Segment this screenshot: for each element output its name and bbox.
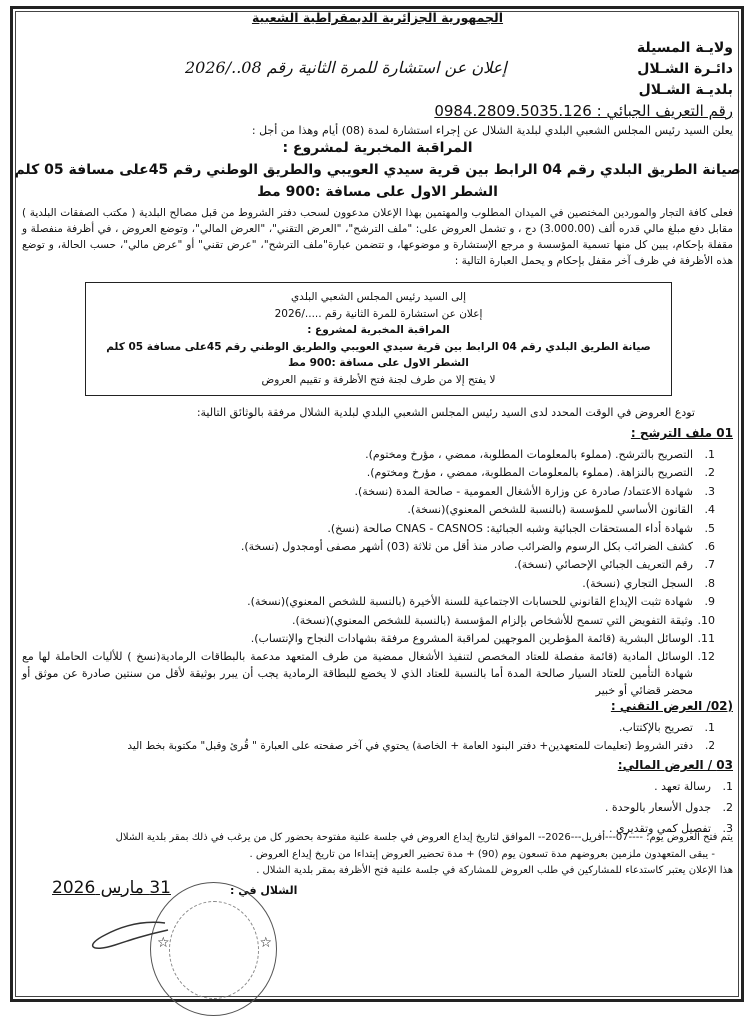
invitation-paragraph: فعلى كافة التجار والموردين المختصين في الميدان المطلوب والمهتمين بهذا الإعلان مدعوون لسحب دفتر الشروط من قبل مصالح البلدية ( مكتب الصفقات البلدية ) مقابل دفع مبلغ مالي قدره ألف (3.000.00) دج ، و تشمل العروض على: "ملف الترشح"، "العرض التقني"، "العرض المالي"، وتوضع العروض ، في أظرفة منفصلة و مقفلة بإحكام، يبين كل منها تسمية المؤسسة و مرجع الإستشارة و موضوعها، و تتضمن عبارة"ملف الترشح"، "عرض تقني" أو "عرض مالي"، حسب الحالة، و توضع هذه الأظرفة في ظرف آخر مقفل بإحكام و يحمل العبارة التالية : <box>22 207 733 267</box>
tax-id: رقم التعريف الجبائي : 0984.2809.5035.126 <box>434 102 733 120</box>
list-item <box>22 538 715 556</box>
validity-text: - يبقى المتعهدون ملزمين بعروضهم مدة تسعون يوم (90) + مدة تحضير العروض إبتداءا من تاريخ إيداع العروض . <box>249 849 715 860</box>
item-number: 2. <box>722 801 733 814</box>
list-item <box>22 501 715 519</box>
item-text: رسالة تعهد . <box>654 780 711 793</box>
opening-date-text: يتم فتح العروض يوم: ----07---أفريل---2026-- الموافق لتاريخ إيداع العروض في جلسة علنية مفتوحة بحضور كل من يرغب في ذلك بمقر بلدية الشلال <box>115 832 733 843</box>
item-number: 1. <box>704 721 715 734</box>
item-number: 9. <box>704 595 715 609</box>
list-item <box>22 719 715 737</box>
item-number: 2. <box>704 466 715 480</box>
item-number: 2. <box>704 740 715 753</box>
item-text: التصريح بالترشح. (مملوء بالمعلومات المطلوبة، ممضي ، مؤرخ ومختوم). <box>365 448 693 461</box>
item-text: جدول الأسعار بالوحدة . <box>604 801 711 814</box>
item-number: 8. <box>704 576 715 590</box>
republic-header: الجمهورية الجزائرية الديمقراطية الشعبية <box>251 10 504 25</box>
item-number: 11. <box>697 631 715 645</box>
handwritten-signature <box>70 905 170 955</box>
item-number: 10. <box>697 613 715 627</box>
technical-offer-section <box>22 697 733 756</box>
item-text: السجل التجاري (نسخة). <box>582 576 693 590</box>
item-text: شهادة الاعتماد/ صادرة عن وزارة الأشغال العمومية - صالحة المدة (نسخة). <box>354 484 693 498</box>
list-item <box>22 593 715 611</box>
envelope-ref: إعلان عن استشارة للمرة الثانية رقم ...../2026 <box>274 307 483 320</box>
signature-date: 31 مارس 2026 <box>52 878 171 898</box>
list-item <box>22 446 715 464</box>
envelope-to: إلى السيد رئيس المجلس الشعبي البلدي <box>290 291 467 303</box>
item-text: دفتر الشروط (تعليمات للمتعهدين+ دفتر البنود العامة + الخاصة) يحتوي في آخر صفحته على العبارة " قُرئ وقبل" مكتوبة بخط اليد <box>127 740 693 753</box>
item-number: 1. <box>722 780 733 793</box>
announcement-title: إعلان عن استشارة للمرة الثانية رقم 08../2026 <box>185 58 507 77</box>
item-text: كشف الضرائب بكل الرسوم والضرائب صادر منذ أقل من ثلاثة (03) أشهر مصفى أومجدول (نسخة). <box>240 539 693 553</box>
item-text: وثيقة التفويض التي تسمح للأشخاص بإلزام المؤسسة (بالنسبة للشخص المعنوي)(نسخة). <box>291 613 693 627</box>
deposit-text: تودع العروض في الوقت المحدد لدى السيد رئيس المجلس الشعبي البلدي لبلدية الشلال مرفقة بالوثائق التالية: <box>196 406 695 419</box>
item-text: شهادة أداء المستحقات الجبائية وشبه الجبائية: CNAS - CASNOS صالحة (نسخ). <box>327 521 693 535</box>
item-number: 7. <box>704 558 715 572</box>
candidacy-section <box>22 424 733 699</box>
envelope-project: صيانة الطريق البلدي رقم 04 الرابط بين قرية سيدي العويبي والطريق الوطني رقم 45على مسافة 05 كلم <box>106 340 651 353</box>
envelope-notice: لا يفتح إلا من طرف لجنة فتح الأظرفة و تقييم العروض <box>261 373 496 386</box>
section-title: 03 / العرض المالي: <box>617 758 733 772</box>
item-number: 5. <box>704 521 715 535</box>
wilaya-label: ولايـة المسيلة <box>636 40 733 56</box>
item-number: 3. <box>722 822 733 835</box>
project-label: المراقبة المخبرية لمشروع : <box>282 140 473 156</box>
item-number: 4. <box>704 503 715 517</box>
item-text: الوسائل البشرية (قائمة المؤطرين الموجهين لمراقبة المشروع مرفقة بشهادات النجاح والإنتساب). <box>250 631 693 645</box>
section-title: 01 ملف الترشح : <box>630 426 733 440</box>
item-text: تفصيل كمي وتقديري . <box>608 822 711 835</box>
item-text: الوسائل المادية (قائمة مفصلة للعتاد المخصص لتنفيذ الأشغال ممضية من طرف المتعهد مدعمة بالبطاقات الرمادية(نسخ ) للأليات الحاملة لها مع شهادة التأمين للعتاد السيار صالحة المدة أما بالنسبة للعتاد الذي لا يخضع للبطاقة الرمادية يجب أن يبرر بوثيقة لأقل من سنتين صادرة عن موثق أو محضر قضائي أو خبير <box>22 650 693 698</box>
item-number: 3. <box>704 484 715 498</box>
list-item <box>22 797 733 818</box>
project-name: صيانة الطريق البلدي رقم 04 الرابط بين قرية سيدي العويبي والطريق الوطني رقم 45على مسافة 05 كلم <box>14 162 741 178</box>
section-title: (02/ العرض التقني : <box>610 699 733 713</box>
list-item <box>22 737 715 755</box>
item-text: تصريح بالإكتتاب. <box>618 721 693 734</box>
list-item <box>22 648 715 699</box>
star-icon: ☆ <box>157 935 170 951</box>
list-item <box>22 630 715 648</box>
list-item <box>22 464 715 482</box>
item-text: رقم التعريف الجبائي الإحصائي (نسخة). <box>513 558 693 572</box>
intro-text: يعلن السيد رئيس المجلس الشعبي البلدي لبلدية الشلال عن إجراء استشارة لمدة (08) أيام وهذا من أجل : <box>251 124 733 137</box>
convocation-text: هذا الإعلان يعتبر كاستدعاء للمشاركين في طلب العروض للمشاركة في جلسة علنية فتح الأظرفة بمقر بلدية الشلال . <box>256 865 733 876</box>
item-text: القانون الأساسي للمؤسسة (بالنسبة للشخص المعنوي)(نسخة). <box>407 503 693 517</box>
project-section: الشطر الاول على مسافة :900 مط <box>257 184 498 200</box>
list-item <box>22 776 733 797</box>
signature-place: الشلال في : <box>230 884 298 897</box>
item-number: 6. <box>704 539 715 553</box>
list-item <box>22 520 715 538</box>
list-item <box>22 556 715 574</box>
list-item <box>22 575 715 593</box>
commune-label: بلديـة الشـلال <box>638 82 733 98</box>
daira-label: دائـرة الشـلال <box>637 61 733 77</box>
envelope-box <box>85 282 672 396</box>
item-number: 12. <box>697 650 715 664</box>
financial-offer-section <box>22 756 733 839</box>
item-text: التصريح بالنزاهة. (مملوء بالمعلومات المطلوبة، ممضي ، مؤرخ ومختوم). <box>366 466 693 480</box>
list-item <box>22 483 715 501</box>
envelope-section: الشطر الاول على مسافة :900 مط <box>288 357 469 369</box>
item-number: 1. <box>704 448 715 461</box>
item-text: شهادة تثبت الإيداع القانوني للحسابات الاجتماعية للسنة الأخيرة (بالنسبة للشخص المعنوي)(نسخة). <box>247 595 693 609</box>
star-icon: ☆ <box>259 935 272 951</box>
list-item <box>22 612 715 630</box>
envelope-label: المراقبة المخبرية لمشروع : <box>307 324 450 336</box>
